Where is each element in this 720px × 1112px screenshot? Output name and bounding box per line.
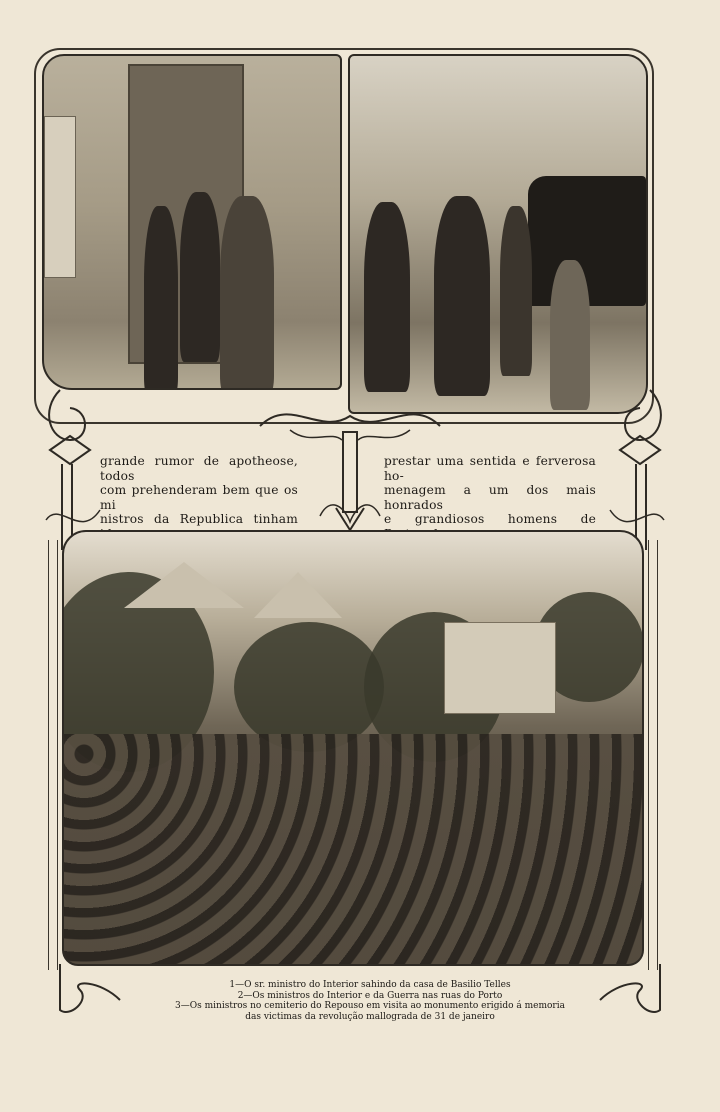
- caption-2: 2—Os ministros do Interior e da Guerra nas ruas do Porto: [237, 990, 503, 1001]
- figure: [220, 196, 274, 390]
- text-line: menagem a um dos mais honrados: [384, 483, 596, 512]
- photo-cemetery-visit: [62, 530, 644, 966]
- caption-3-continued: das victimas da revolução mallograda de 31 de janeiro: [245, 1011, 495, 1022]
- ornament-right: [600, 380, 670, 550]
- crowd: [64, 734, 642, 964]
- figure: [550, 260, 590, 410]
- frame-rail-left: [48, 540, 58, 970]
- figure: [500, 206, 532, 376]
- ornament-bottom-right: [590, 960, 670, 1020]
- text-line: e grandiosos homens de: [384, 512, 596, 526]
- photo-ministers-in-street: [348, 54, 648, 414]
- photo-captions: [140, 980, 600, 1022]
- text-line: grande rumor de apotheose, todos: [100, 454, 298, 483]
- text-line: com prehenderam bem que os mi: [100, 483, 298, 512]
- figure: [144, 206, 178, 390]
- ornament-bottom-left: [50, 960, 130, 1020]
- caption-3: 3—Os ministros no cemiterio do Repouso em visita ao monumento erigido á memoria: [175, 1001, 565, 1011]
- figure: [180, 192, 220, 362]
- figure: [434, 196, 490, 396]
- photo-minister-leaving-house: [42, 54, 342, 390]
- monument-roof: [124, 562, 244, 608]
- cemetery-wall: [444, 622, 556, 714]
- caption-1: 1—O sr. ministro do Interior sahindo da casa de Basilio Telles: [229, 980, 511, 990]
- tree: [234, 622, 384, 752]
- frame-rail-right: [648, 540, 658, 970]
- article-column-right: [384, 454, 596, 541]
- text-line: prestar uma sentida e ferverosa ho-: [384, 454, 596, 483]
- article-column-left: [100, 454, 298, 541]
- monument-roof: [254, 572, 342, 618]
- text-line: nistros da Republica tinham: [100, 512, 298, 526]
- window: [44, 116, 76, 278]
- figure: [364, 202, 410, 392]
